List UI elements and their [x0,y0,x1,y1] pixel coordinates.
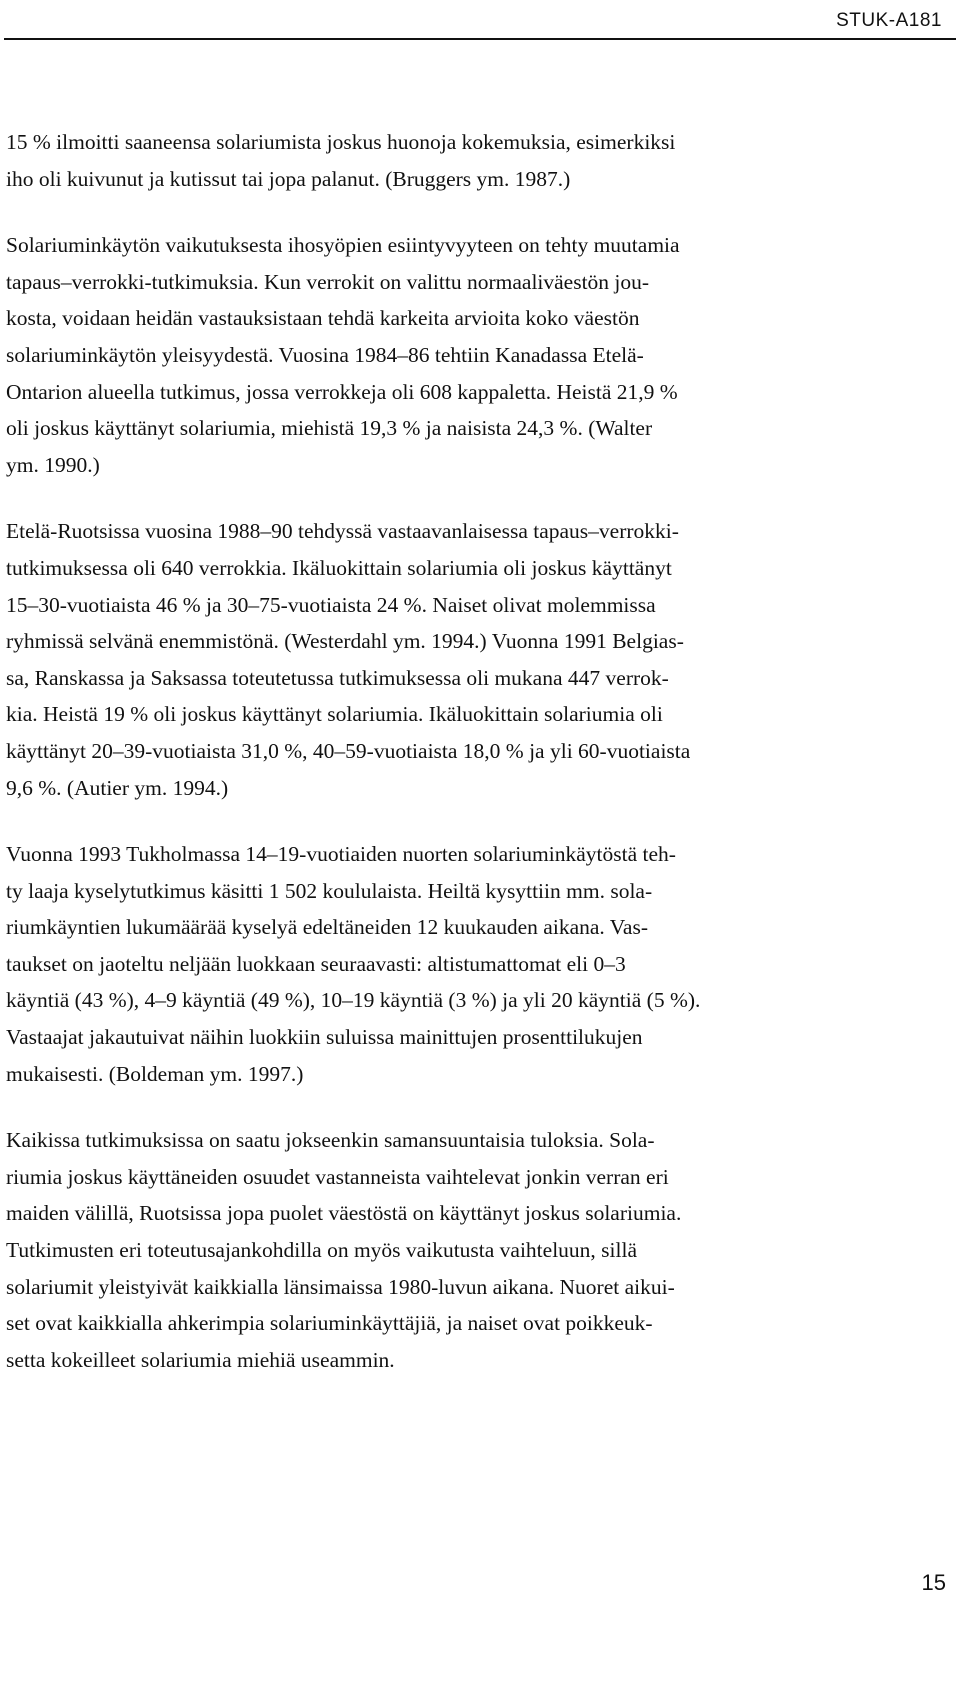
text-line: setta kokeilleet solariumia miehiä useammin. [6,1347,395,1372]
text-line: set ovat kaikkialla ahkerimpia solariuminkäyttäjiä, ja naiset ovat poikkeuk- [6,1311,653,1336]
text-line: kosta, voidaan heidän vastauksistaan tehdä karkeita arvioita koko väestön [6,306,640,331]
text-line: tutkimuksessa oli 640 verrokkia. Ikäluokittain solariumia oli joskus käyttänyt [6,555,672,580]
body-text [6,124,946,1408]
paragraph-2 [6,227,946,483]
text-line: oli joskus käyttänyt solariumia, miehistä 19,3 % ja naisista 24,3 %. (Walter [6,416,653,441]
text-line: ty laaja kyselytutkimus käsitti 1 502 koululaista. Heiltä kysyttiin mm. sola- [6,878,653,903]
text-line: käyttänyt 20–39-vuotiaista 31,0 %, 40–59-vuotiaista 18,0 % ja yli 60-vuotiaista [6,738,691,763]
text-line: iho oli kuivunut ja kutissut tai jopa palanut. (Bruggers ym. 1987.) [6,166,571,191]
text-line: Solariuminkäytön vaikutuksesta ihosyöpien esiintyvyyteen on tehty muutamia [6,233,680,258]
page-number: 15 [921,1570,946,1595]
text-line: ym. 1990.) [6,452,100,477]
paragraph-3 [6,513,946,806]
paragraph-1 [6,124,946,197]
text-line: taukset on jaoteltu neljään luokkaan seuraavasti: altistumattomat eli 0–3 [6,951,626,976]
text-line: käyntiä (43 %), 4–9 käyntiä (49 %), 10–19 käyntiä (3 %) ja yli 20 käyntiä (5 %). [6,988,701,1013]
text-line: Ontarion alueella tutkimus, jossa verrokkeja oli 608 kappaletta. Heistä 21,9 % [6,379,678,404]
text-line: maiden välillä, Ruotsissa jopa puolet väestöstä on käyttänyt joskus solariumia. [6,1201,682,1226]
text-line: riumkäyntien lukumäärää kyselyä edeltäneiden 12 kuukauden aikana. Vas- [6,915,648,940]
text-line: Vuonna 1993 Tukholmassa 14–19-vuotiaiden nuorten solariuminkäytöstä teh- [6,842,676,867]
text-line: Etelä-Ruotsissa vuosina 1988–90 tehdyssä vastaavanlaisessa tapaus–verrokki- [6,519,679,544]
text-line: sa, Ranskassa ja Saksassa toteutetussa tutkimuksessa oli mukana 447 verrok- [6,665,669,690]
paragraph-5 [6,1122,946,1378]
text-line: solariumit yleistyivät kaikkialla länsimaissa 1980-luvun aikana. Nuoret aikui- [6,1274,675,1299]
text-line: ryhmissä selvänä enemmistönä. (Westerdahl ym. 1994.) Vuonna 1991 Belgias- [6,629,684,654]
text-line: Tutkimusten eri toteutusajankohdilla on myös vaikutusta vaihteluun, sillä [6,1238,638,1263]
text-line: solariuminkäytön yleisyydestä. Vuosina 1984–86 tehtiin Kanadassa Etelä- [6,342,644,367]
text-line: 15 % ilmoitti saaneensa solariumista joskus huonoja kokemuksia, esimerkiksi [6,130,676,154]
text-line: kia. Heistä 19 % oli joskus käyttänyt solariumia. Ikäluokittain solariumia oli [6,702,663,727]
text-line: Vastaajat jakautuivat näihin luokkiin suluissa mainittujen prosenttilukujen [6,1025,643,1050]
text-line: 15–30-vuotiaista 46 % ja 30–75-vuotiaista 24 %. Naiset olivat molemmissa [6,592,656,617]
text-line: 9,6 %. (Autier ym. 1994.) [6,775,229,800]
text-line: riumia joskus käyttäneiden osuudet vastanneista vaihtelevat jonkin verran eri [6,1164,669,1189]
header-rule [4,38,956,40]
text-line: mukaisesti. (Boldeman ym. 1997.) [6,1061,304,1086]
running-header: STUK-A181 [836,10,942,31]
text-line: tapaus–verrokki-tutkimuksia. Kun verrokit on valittu normaaliväestön jou- [6,269,650,294]
paragraph-4 [6,836,946,1092]
text-line: Kaikissa tutkimuksissa on saatu jokseenkin samansuuntaisia tuloksia. Sola- [6,1128,655,1153]
